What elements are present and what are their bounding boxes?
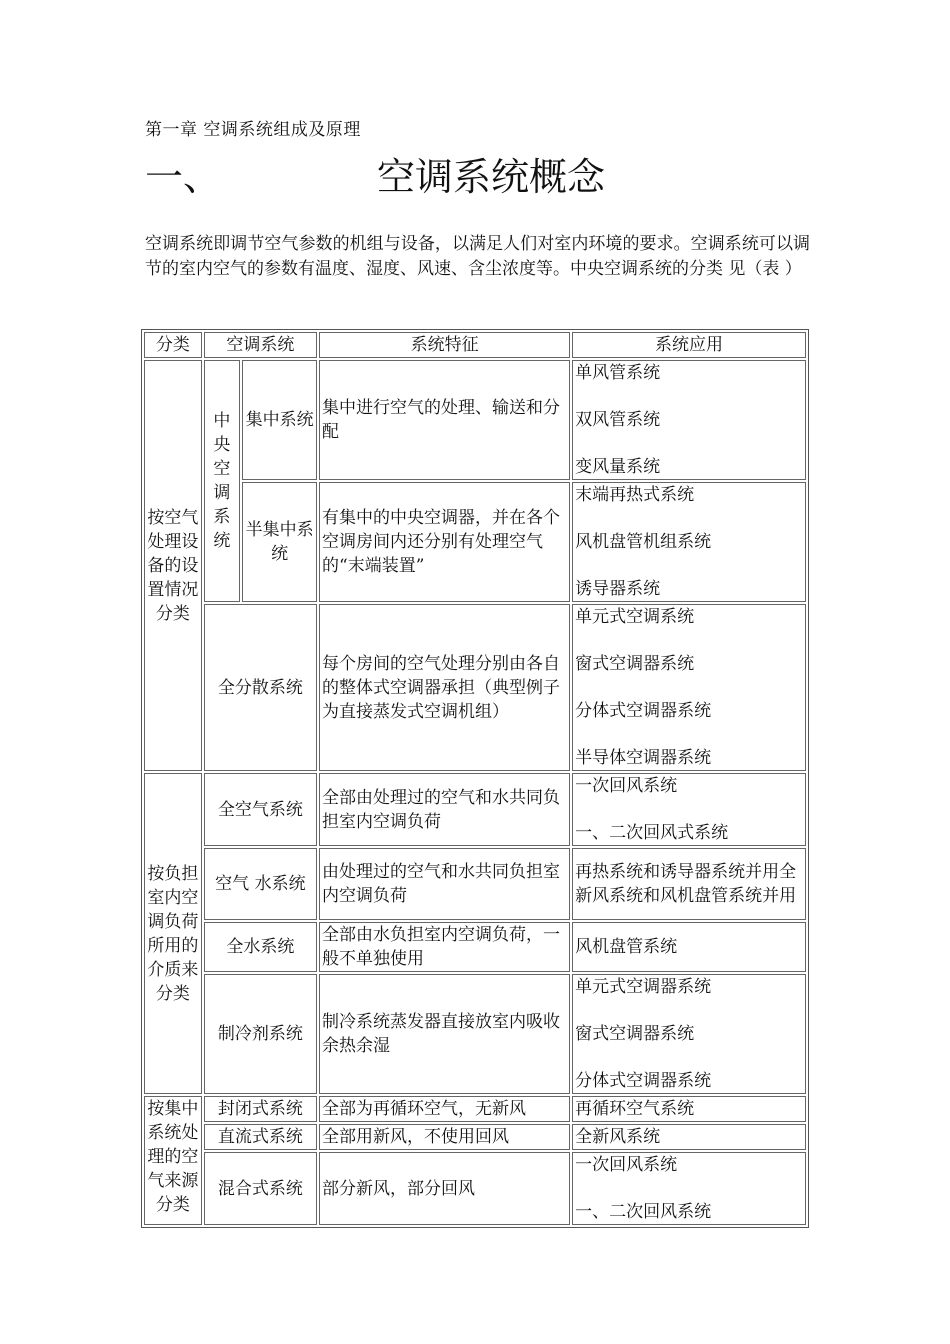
category-cell: 按空气处理设备的设置情况分类 <box>144 360 202 771</box>
feature-cell: 由处理过的空气和水共同负担室内空调负荷 <box>319 848 570 920</box>
system-cell: 集中系统 <box>242 360 317 480</box>
chapter-title: 第一章 空调系统组成及原理 <box>145 120 361 140</box>
application-cell: 一次回风系统 一、二次回风式系统 <box>572 773 806 846</box>
table-row <box>144 848 806 920</box>
system-cell: 全空气系统 <box>204 773 317 846</box>
feature-cell: 制冷系统蒸发器直接放室内吸收余热余湿 <box>319 974 570 1094</box>
feature-cell: 有集中的中央空调器，并在各个空调房间内还分别有处理空气的“末端装置” <box>319 482 570 602</box>
application-cell: 单风管系统 双风管系统 变风量系统 <box>572 360 806 480</box>
section-number: 一、 <box>145 155 222 199</box>
header-feature: 系统特征 <box>319 332 570 358</box>
feature-cell: 每个房间的空气处理分别由各自的整体式空调器承担（典型例子为直接蒸发式空调机组） <box>319 604 570 771</box>
application-cell: 再循环空气系统 <box>572 1096 806 1122</box>
application-cell: 单元式空调系统 窗式空调器系统 分体式空调器系统 半导体空调器系统 <box>572 604 806 771</box>
table-row <box>144 360 806 480</box>
table-row <box>144 1152 806 1225</box>
system-cell: 全水系统 <box>204 922 317 972</box>
category-cell: 按集中系统处理的空气来源分类 <box>144 1096 202 1225</box>
section-heading <box>145 146 705 199</box>
application-cell: 一次回风系统 一、二次回风系统 <box>572 1152 806 1225</box>
table-header-row <box>144 332 806 358</box>
system-cell: 混合式系统 <box>204 1152 317 1225</box>
table-row <box>144 604 806 771</box>
table-row <box>144 482 806 602</box>
table-row <box>144 922 806 972</box>
feature-cell: 部分新风，部分回风 <box>319 1152 570 1225</box>
application-cell: 单元式空调器系统 窗式空调器系统 分体式空调器系统 <box>572 974 806 1094</box>
system-cell: 封闭式系统 <box>204 1096 317 1122</box>
feature-cell: 全部由处理过的空气和水共同负担室内空调负荷 <box>319 773 570 846</box>
header-application: 系统应用 <box>572 332 806 358</box>
table-row <box>144 974 806 1094</box>
feature-cell: 全部由水负担室内空调负荷，一般不单独使用 <box>319 922 570 972</box>
header-category: 分类 <box>144 332 202 358</box>
central-system-label: 中央空调系统 <box>204 360 240 602</box>
header-system: 空调系统 <box>204 332 317 358</box>
application-cell: 再热系统和诱导器系统并用全新风系统和风机盘管系统并用 <box>572 848 806 920</box>
feature-cell: 全部用新风，不使用回风 <box>319 1124 570 1150</box>
system-cell: 直流式系统 <box>204 1124 317 1150</box>
system-cell: 全分散系统 <box>204 604 317 771</box>
section-title: 空调系统概念 <box>377 155 606 199</box>
classification-table <box>141 329 809 1228</box>
application-cell: 全新风系统 <box>572 1124 806 1150</box>
intro-paragraph: 空调系统即调节空气参数的机组与设备，以满足人们对室内环境的要求。空调系统可以调节的室内空气的参数有温度、湿度、风速、含尘浓度等。中央空调系统的分类 见（表 ） <box>145 234 810 279</box>
application-cell: 风机盘管系统 <box>572 922 806 972</box>
category-cell: 按负担室内空调负荷所用的介质来分类 <box>144 773 202 1094</box>
table-row <box>144 1124 806 1150</box>
feature-cell: 全部为再循环空气，无新风 <box>319 1096 570 1122</box>
feature-cell: 集中进行空气的处理、输送和分配 <box>319 360 570 480</box>
table-row <box>144 773 806 846</box>
table-row <box>144 1096 806 1122</box>
system-cell: 空气 水系统 <box>204 848 317 920</box>
application-cell: 末端再热式系统 风机盘管机组系统 诱导器系统 <box>572 482 806 602</box>
system-cell: 制冷剂系统 <box>204 974 317 1094</box>
system-cell: 半集中系统 <box>242 482 317 602</box>
